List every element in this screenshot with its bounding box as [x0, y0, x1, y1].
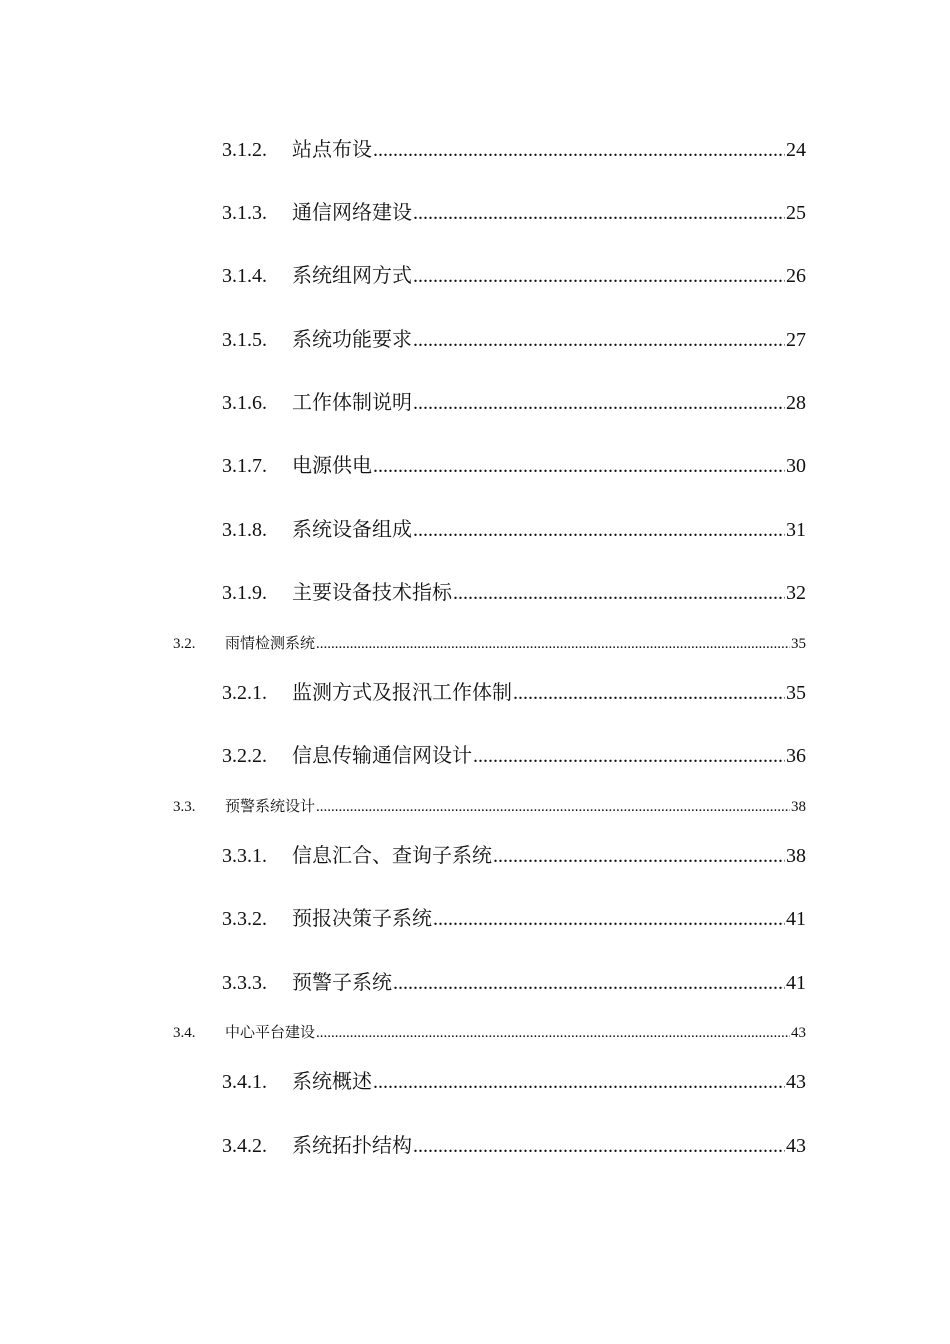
toc-entry-number: 3.1.7.	[222, 455, 267, 477]
toc-entry-title: 预报决策子系统	[292, 908, 432, 930]
toc-entry-page: 41	[786, 908, 806, 930]
toc-entry-number: 3.3.	[173, 799, 196, 815]
toc-dot-leader	[433, 904, 785, 934]
toc-entry-page: 38	[791, 799, 806, 815]
toc-entry[interactable]	[222, 515, 806, 545]
toc-entry-number: 3.1.4.	[222, 265, 267, 287]
toc-entry[interactable]	[222, 261, 806, 291]
toc-entry[interactable]	[222, 841, 806, 871]
toc-entry-title: 信息传输通信网设计	[292, 745, 472, 767]
toc-entry-page: 24	[786, 139, 806, 161]
toc-entry-number: 3.3.3.	[222, 972, 267, 994]
toc-dot-leader	[513, 678, 785, 708]
toc-dot-leader	[453, 578, 785, 608]
toc-entry-page: 30	[786, 455, 806, 477]
toc-entry-title: 系统拓扑结构	[292, 1135, 412, 1157]
toc-entry[interactable]	[222, 741, 806, 771]
toc-entry-title: 电源供电	[292, 455, 372, 477]
toc-entry-number: 3.1.5.	[222, 329, 267, 351]
toc-dot-leader	[393, 968, 785, 998]
toc-entry-page: 28	[786, 392, 806, 414]
toc-dot-leader	[413, 515, 785, 545]
toc-entry-title: 系统设备组成	[292, 519, 412, 541]
toc-entry-title: 工作体制说明	[292, 392, 412, 414]
toc-dot-leader	[373, 451, 785, 481]
toc-entry-title: 站点布设	[292, 139, 372, 161]
toc-entry-page: 25	[786, 202, 806, 224]
toc-dot-leader	[316, 796, 790, 818]
toc-entry-number: 3.1.8.	[222, 519, 267, 541]
toc-entry-number: 3.2.1.	[222, 682, 267, 704]
toc-entry[interactable]	[173, 1022, 806, 1044]
toc-dot-leader	[373, 135, 785, 165]
toc-dot-leader	[413, 261, 785, 291]
toc-entry-number: 3.2.2.	[222, 745, 267, 767]
toc-entry-title: 主要设备技术指标	[292, 582, 452, 604]
toc-entry-number: 3.3.2.	[222, 908, 267, 930]
toc-entry[interactable]	[222, 678, 806, 708]
toc-entry-page: 43	[791, 1025, 806, 1041]
toc-entry-page: 26	[786, 265, 806, 287]
toc-entry[interactable]	[222, 578, 806, 608]
toc-entry[interactable]	[222, 198, 806, 228]
toc-entry-page: 31	[786, 519, 806, 541]
toc-entry-number: 3.1.3.	[222, 202, 267, 224]
toc-entry-title: 系统功能要求	[292, 329, 412, 351]
toc-entry-title: 通信网络建设	[292, 202, 412, 224]
toc-entry[interactable]	[222, 135, 806, 165]
toc-entry-page: 36	[786, 745, 806, 767]
toc-entry[interactable]	[222, 325, 806, 355]
toc-entry[interactable]	[222, 388, 806, 418]
toc-entry-number: 3.4.	[173, 1025, 196, 1041]
toc-entry-page: 43	[786, 1135, 806, 1157]
toc-entry-number: 3.1.6.	[222, 392, 267, 414]
toc-entry-title: 系统概述	[292, 1071, 372, 1093]
toc-dot-leader	[413, 1131, 785, 1161]
toc-dot-leader	[493, 841, 785, 871]
toc-entry-page: 27	[786, 329, 806, 351]
toc-dot-leader	[373, 1067, 785, 1097]
toc-entry-number: 3.1.2.	[222, 139, 267, 161]
toc-entry-title: 雨情检测系统	[225, 636, 316, 652]
toc-entry-number: 3.2.	[173, 636, 196, 652]
toc-entry-title: 监测方式及报汛工作体制	[292, 682, 512, 704]
toc-entry-title: 信息汇合、查询子系统	[292, 845, 492, 867]
toc-dot-leader	[316, 1022, 790, 1044]
toc-entry-title: 中心平台建设	[225, 1025, 316, 1041]
toc-entry[interactable]	[222, 904, 806, 934]
toc-entry-number: 3.4.1.	[222, 1071, 267, 1093]
toc-entry-page: 41	[786, 972, 806, 994]
toc-entry-page: 38	[786, 845, 806, 867]
toc-entry-title: 系统组网方式	[292, 265, 412, 287]
toc-entry[interactable]	[173, 633, 806, 655]
toc-entry[interactable]	[222, 451, 806, 481]
toc-entry-number: 3.4.2.	[222, 1135, 267, 1157]
toc-dot-leader	[316, 633, 790, 655]
toc-entry-title: 预警系统设计	[225, 799, 316, 815]
toc-entry[interactable]	[222, 968, 806, 998]
toc-entry-page: 32	[786, 582, 806, 604]
toc-entry-title: 预警子系统	[292, 972, 392, 994]
toc-entry[interactable]	[222, 1067, 806, 1097]
toc-entry-number: 3.3.1.	[222, 845, 267, 867]
toc-dot-leader	[413, 388, 785, 418]
toc-entry-page: 35	[786, 682, 806, 704]
toc-dot-leader	[413, 325, 785, 355]
toc-dot-leader	[473, 741, 785, 771]
toc-entry-page: 35	[791, 636, 806, 652]
toc-entry[interactable]	[222, 1131, 806, 1161]
toc-entry-page: 43	[786, 1071, 806, 1093]
toc-dot-leader	[413, 198, 785, 228]
toc-entry[interactable]	[173, 796, 806, 818]
toc-entry-number: 3.1.9.	[222, 582, 267, 604]
